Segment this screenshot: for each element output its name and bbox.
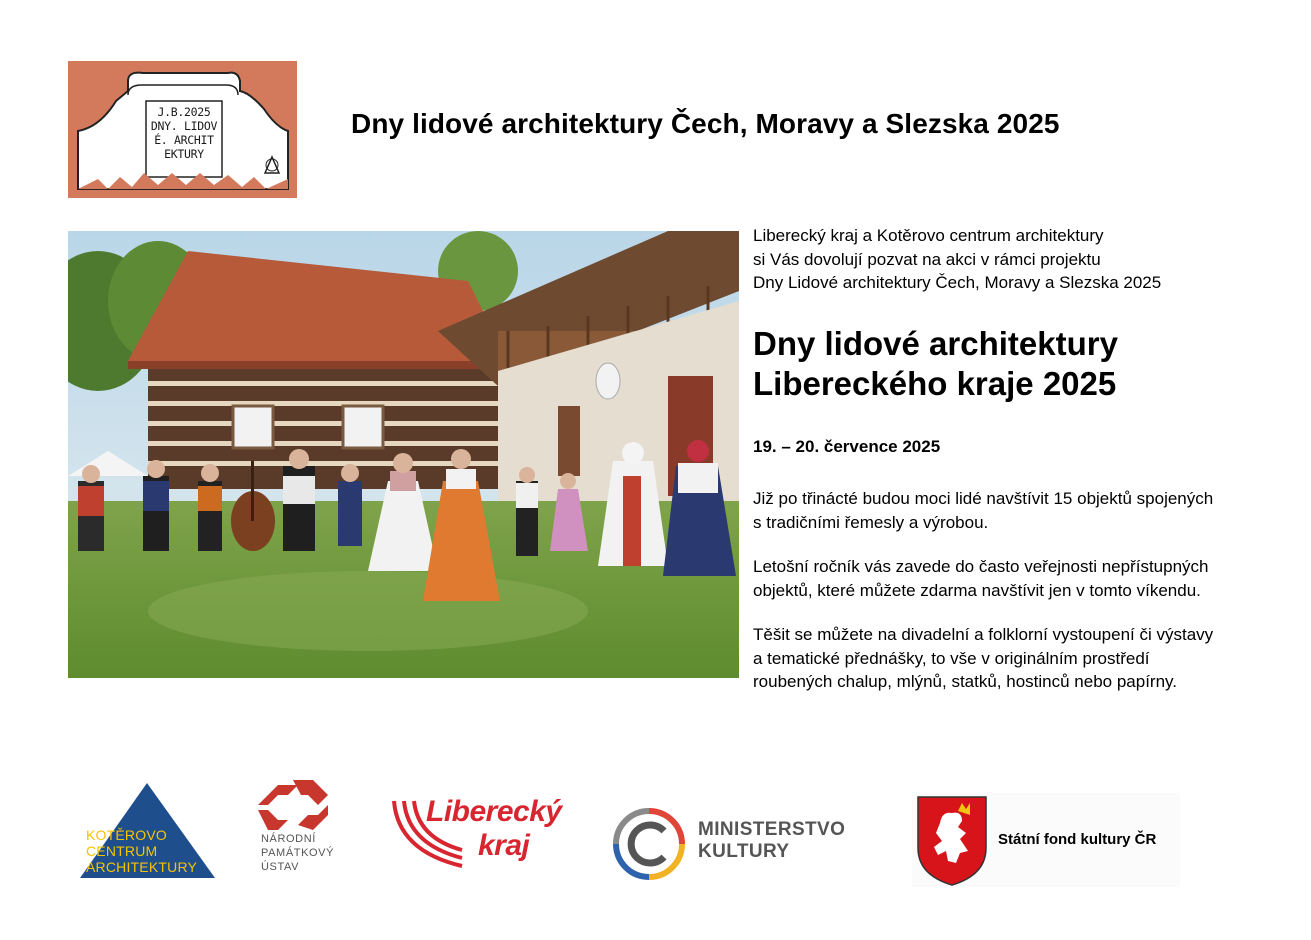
page-title: Dny lidové architektury Čech, Moravy a Slezska 2025 xyxy=(351,108,1060,139)
paragraph-line: s tradičními řemesly a výrobou. xyxy=(753,512,989,532)
paragraph-line: Již po třinácté budou moci lidé navštívit 15 objektů spojených xyxy=(753,489,1214,508)
paragraph-line: objektů, které můžete zdarma navštívit jen v tomto víkendu. xyxy=(753,580,1201,600)
logo-line: EKTURY xyxy=(164,147,204,161)
invitation-line: Liberecký kraj a Kotěrovo centrum architektury xyxy=(753,226,1104,245)
ministerstvo-kultury-logo xyxy=(612,807,862,882)
lk-line: Liberecký xyxy=(426,795,562,828)
kca-line: KOTĚROVO xyxy=(86,827,167,843)
dla-logo xyxy=(68,61,297,198)
event-title-line: Libereckého kraje 2025 xyxy=(753,365,1117,402)
liberecky-kraj-logo xyxy=(392,796,567,868)
logo-line: É. ARCHIT xyxy=(154,133,214,147)
npu-line: ÚSTAV xyxy=(261,861,300,873)
event-title xyxy=(753,324,1118,404)
statni-fond-kultury-logo xyxy=(912,793,1180,887)
paragraph-year xyxy=(753,555,1208,602)
invitation-text xyxy=(753,224,1161,295)
paragraph-objects xyxy=(753,487,1213,534)
invitation-line: si Vás dovolují pozvat na akci v rámci projektu xyxy=(753,249,1101,269)
logo-line: J.B.2025 xyxy=(157,105,211,119)
sfk-label: Státní fond kultury ČR xyxy=(998,831,1157,848)
logo-line: DNY. LIDOV xyxy=(150,119,218,133)
mk-line: MINISTERSTVO xyxy=(698,819,846,840)
paragraph-line: Těšit se můžete na divadelní a folklorní vystoupení či výstavy xyxy=(753,625,1214,644)
koterovo-centrum-logo xyxy=(80,783,215,878)
paragraph-program xyxy=(753,623,1213,694)
paragraph-line: Letošní ročník vás zavede do často veřejnosti nepřístupných xyxy=(753,557,1209,576)
npu-line: NÁRODNÍ xyxy=(261,833,316,845)
event-date: 19. – 20. července 2025 xyxy=(753,437,941,456)
lk-line: kraj xyxy=(478,829,530,862)
event-title-line: Dny lidové architektury xyxy=(753,325,1118,362)
kca-line: CENTRUM xyxy=(86,843,158,859)
paragraph-line: a tematické přednášky, to vše v originálním prostředí xyxy=(753,648,1150,668)
paragraph-line: roubených chalup, mlýnů, statků, hostinců nebo papírny. xyxy=(753,672,1177,691)
npu-logo xyxy=(253,780,333,875)
folklore-festival-photo xyxy=(68,231,739,678)
czech-lion-icon xyxy=(912,793,992,887)
kca-line: ARCHITEKTURY xyxy=(86,859,198,875)
invitation-line: Dny Lidové architektury Čech, Moravy a Slezska 2025 xyxy=(753,273,1162,292)
npu-line: PAMÁTKOVÝ xyxy=(261,847,335,859)
mk-line: KULTURY xyxy=(698,841,790,862)
